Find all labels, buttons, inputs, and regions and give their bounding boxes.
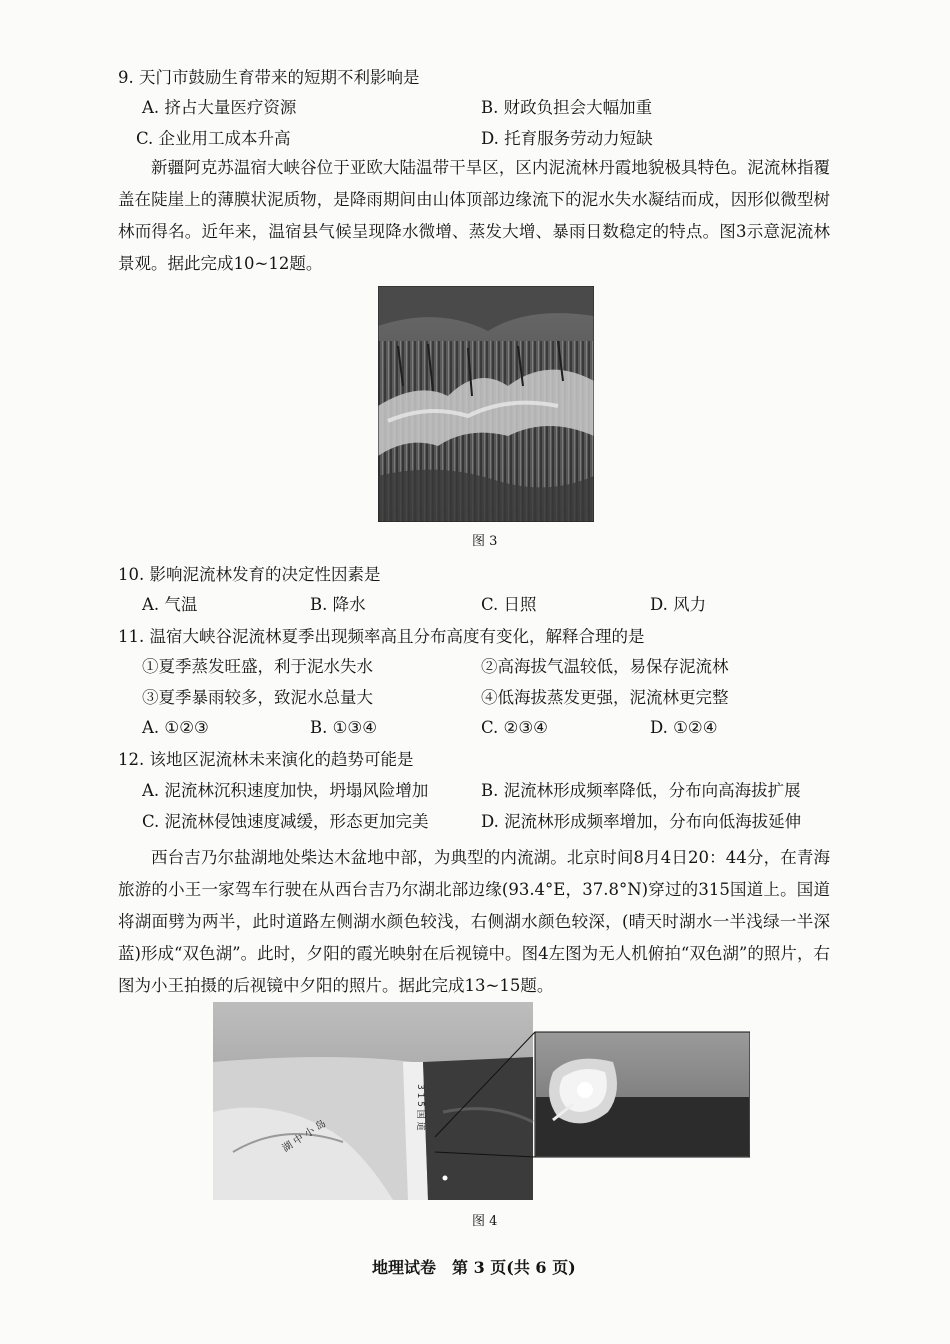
q12-option-a: A. 泥流林沉积速度加快，坍塌风险增加 [142,781,429,800]
q9-option-b: B. 财政负担会大幅加重 [481,98,653,117]
passage-2: 西台吉乃尔盐湖地处柴达木盆地中部，为典型的内流湖。北京时间8月4日20：44分，在青海旅游的小王一家驾车行驶在从西台吉乃尔湖北部边缘(93.4°E，37.8°N)穿过的315国道上。国道将湖面劈为两半，此时道路左侧湖水颜色较浅，右侧湖水颜色较深，(晴天时湖水一半浅绿一半深蓝)形成“双色湖”。此时，夕阳的霞光映射在后视镜中。图4左图为无人机俯拍“双色湖”的照片，右图为小王拍摄的后视镜中夕阳的照片。据此完成13~15题。 [118,848,830,995]
q11-statement-4: ④低海拔蒸发更强，泥流林更完整 [481,688,729,707]
sunset-reflection [577,1082,593,1098]
q12-option-b: B. 泥流林形成频率降低，分布向高海拔扩展 [481,781,801,800]
q11-statement-2: ②高海拔气温较低，易保存泥流林 [481,657,729,676]
lake-island-label: 湖 中 小 岛 [280,1118,329,1155]
q11-stem: 11. 温宿大峡谷泥流林夏季出现频率高且分布高度有变化，解释合理的是 [118,627,645,646]
q11-statement-1: ①夏季蒸发旺盛，利于泥水失水 [142,657,373,676]
q12-option-d: D. 泥流林形成频率增加，分布向低海拔延伸 [481,812,802,831]
q11-option-a: A. ①②③ [142,718,209,737]
figure-4-caption: 图 4 [472,1214,498,1229]
q12-stem: 12. 该地区泥流林未来演化的趋势可能是 [118,750,414,769]
figure-3-caption: 图 3 [472,534,498,549]
q10-stem: 10. 影响泥流林发育的决定性因素是 [118,565,381,584]
q10-option-a: A. 气温 [142,595,198,614]
figure-3-photo [378,286,594,522]
q11-option-b: B. ①③④ [310,718,377,737]
figure-4 [213,1002,750,1200]
q9-option-c: C. 企业用工成本升高 [136,129,291,148]
q10-option-d: D. 风力 [650,595,707,614]
double-color-lake-photos [213,1002,750,1200]
q10-option-c: C. 日照 [481,595,537,614]
q11-option-d: D. ①②④ [650,718,718,737]
q11-statement-3: ③夏季暴雨较多，致泥水总量大 [142,688,373,707]
q9-stem: 9. 天门市鼓励生育带来的短期不利影响是 [118,68,420,87]
page-footer: 地理试卷 第 3 页(共 6 页) [372,1258,576,1277]
q11-option-c: C. ②③④ [481,718,548,737]
q9-option-a: A. 挤占大量医疗资源 [142,98,297,117]
q9-option-d: D. 托育服务劳动力短缺 [481,129,653,148]
q10-option-b: B. 降水 [310,595,366,614]
road-label: 3 1 5 国 道 [415,1084,425,1131]
mud-forest-landscape-image [378,286,594,522]
passage-1: 新疆阿克苏温宿大峡谷位于亚欧大陆温带干旱区，区内泥流林丹霞地貌极具特色。泥流林指覆盖在陡崖上的薄膜状泥质物，是降雨期间由山体顶部边缘流下的泥水失水凝结而成，因形似微型树林而得名。近年来，温宿县气候呈现降水微增、蒸发大增、暴雨日数稳定的特点。图3示意泥流林景观。据此完成10~12题。 [118,158,830,273]
q12-option-c: C. 泥流林侵蚀速度减缓，形态更加完美 [142,812,429,831]
